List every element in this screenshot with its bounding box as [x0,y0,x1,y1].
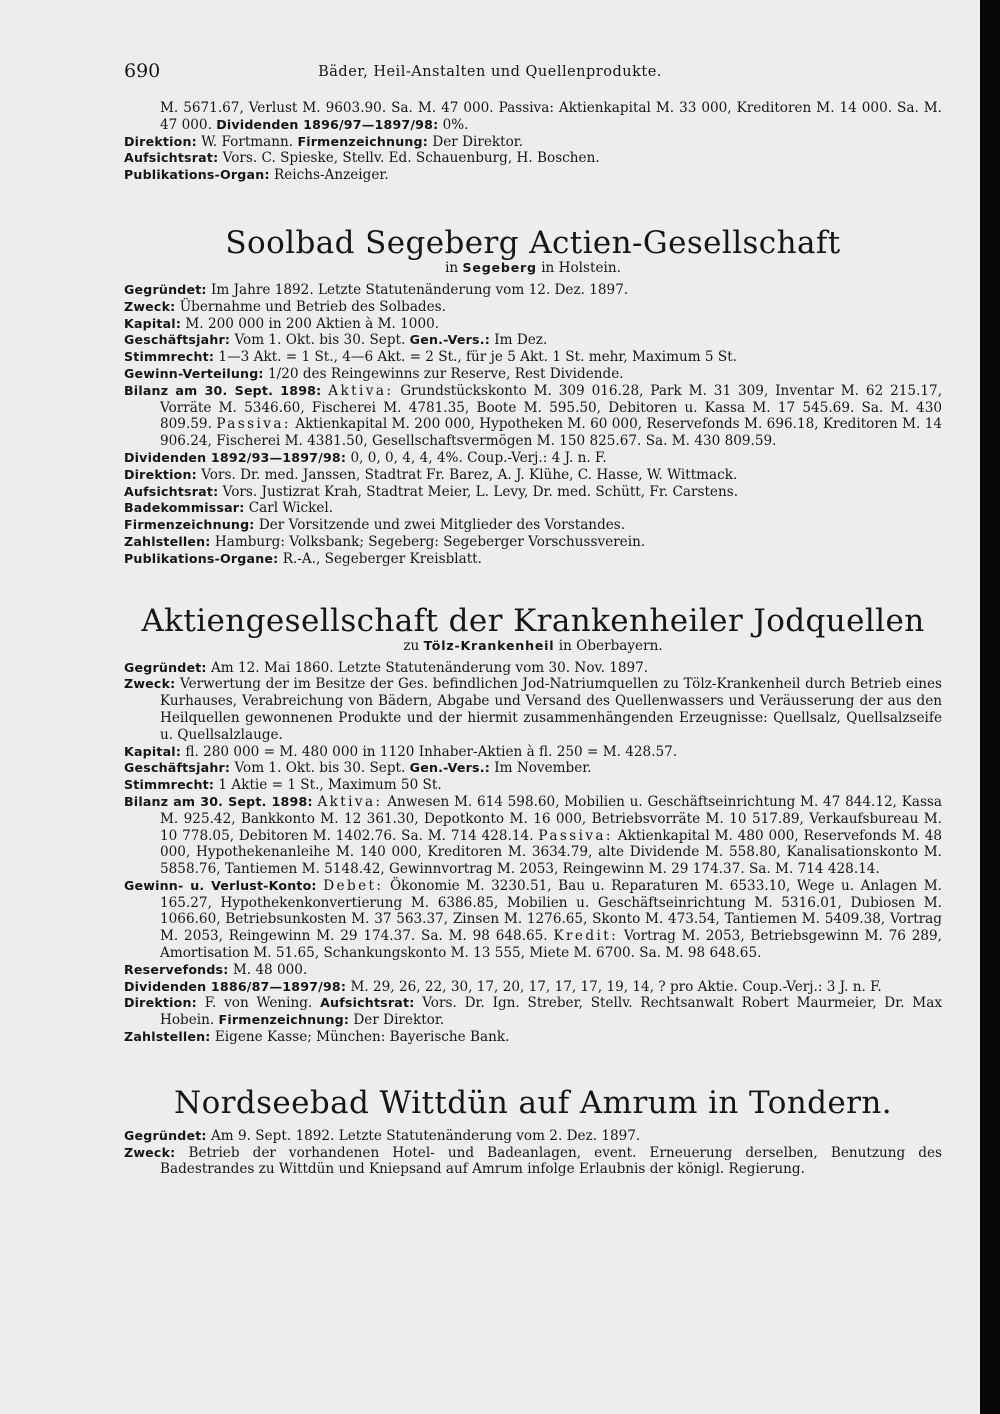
reservefonds-line [124,962,942,979]
aktiva-value: Grundstückskonto M. 309 016.28, Park M. 31 309, Inventar M. 62 215.17, Vorräte M. 5346.60, Fischerei M. 4781.35, Boote M. 595.50, Debitoren u. Kassa M. 17 545.69. Sa. M. 430 809.59. [160,382,943,433]
geschaeftsjahr-line [124,760,942,777]
previous-company-continuation [124,100,942,184]
bilanz-label: Bilanz am 30. Sept. 1898: [124,382,322,398]
zahlstellen-line [124,534,942,551]
passiva-value: Aktienkapital M. 200 000, Hypotheken M. 60 000, Reservefonds M. 696.18, Kreditoren M. 14 906.24, Fischerei M. 4381.50, Gesellschaftsvermögen M. 150 825.67. Sa. M. 430 809.59. [160,416,943,450]
aktiva-word: Aktiva: [328,382,394,399]
aktiva-value: Anwesen M. 614 598.60, Mobilien u. Geschäftseinrichtung M. 47 844.12, Kassa M. 925.42, Bankkonto M. 12 361.30, Depotkonto M. 16 000, Betriebsvorräte M. 10 517.89, Verkaufsbureau M. 10 778.05, Debitoren M. 1402.76. Sa. M. 714 428.14. [160,793,943,844]
zahlstellen-line [124,1029,942,1046]
bilanz-continuation-text: M. 5671.67, Verlust M. 9603.90. Sa. M. 47 000. Passiva: Aktienkapital M. 33 000, Kreditoren M. 14 000. Sa. M. 47 000. [160,100,942,133]
debet-value: Ökonomie M. 3230.51, Bau u. Reparaturen M. 6533.10, Wege u. Anlagen M. 165.27, Hypothekenkonvertierung M. 6386.85, Mobilien u. Geschäftseinrichtung M. 5316.01, Dubiosen M. 1066.60, Betriebsunkosten M. 37 563.37, Zinsen M. 1276.65, Skonto M. 473.54, Tantiemen M. 5409.38, Vortrag M. 2053, Reingewinn M. 29 174.37. Sa. M. 98 648.65. [160,877,942,945]
zweck-value: Betrieb der vorhandenen Hotel- und Badeanlagen, event. Erneuerung derselben, Benutzung des Badestrandes zu Wittdün und Kniepsand auf Amrum infolge Erlaubnis der königl. Regierung. [160,1144,942,1178]
bilanz-label: Bilanz am 30. Sept. 1898: [124,793,313,809]
kapital-value: M. 200 000 in 200 Aktien à M. 1000. [185,315,440,332]
aufsichtsrat-label: Aufsichtsrat: [124,483,219,499]
publikation-label: Publikations-Organ: [124,167,270,183]
genvers-label: Gen.-Vers.: [409,332,490,348]
zweck-value: Verwertung der im Besitze der Ges. befindlichen Jod-Natriumquellen zu Tölz-Krankenheil durch Betrieb eines Kurhauses, Verabreichung von Bädern, Abgabe und Versand des Quellenwassers und Veräusserung der aus den Heilquellen gewonnenen Produkte und der hiermit zusammenhängenden Erzeugnisse: Quellsalz, Quellsalzseife u. Quellsalzlauge. [160,676,942,743]
bilanz-line [124,383,942,450]
dividenden-label: Dividenden 1896/97—1897/98: [216,116,439,132]
direktion-label: Direktion: [124,995,197,1011]
page-header [0,60,980,90]
geschaeftsjahr-label: Geschäftsjahr: [124,332,231,348]
geschaeftsjahr-label: Geschäftsjahr: [124,760,231,776]
dividenden-value: 0%. [442,116,469,133]
debet-word: Debet: [323,877,384,894]
guv-label: Gewinn- u. Verlust-Konto: [124,877,317,893]
dividenden-line [124,979,942,996]
company-title: Nordseebad Wittdün auf Amrum in Tondern. [174,1084,892,1121]
stimmrecht-label: Stimmrecht: [124,349,215,365]
gegruendet-value: Im Jahre 1892. Letzte Statutenänderung vom 12. Dez. 1897. [210,281,629,298]
firmenzeichnung-value: Der Vorsitzende und zwei Mitglieder des Vorstandes. [258,517,626,534]
zahlstellen-label: Zahlstellen: [124,1029,211,1045]
kredit-value: Vortrag M. 2053, Betriebsgewinn M. 76 289, Amortisation M. 51.65, Schankungskonto M. 13 555, Miete M. 6700. Sa. M. 98 648.65. [160,928,942,962]
badekommissar-value: Carl Wickel. [248,500,334,517]
aufsichtsrat-line [124,484,942,501]
direktion-line [124,467,942,484]
company-segeberg [124,226,942,568]
firmenzeichnung-label: Firmenzeichnung: [297,133,428,149]
aufsichtsrat-value: Vors. Dr. Ign. Streber, Stellv. Rechtsanwalt Robert Maurmeier, Dr. Max Hobein. [160,995,943,1029]
stimmrecht-value: 1 Aktie = 1 St., Maximum 50 St. [218,777,442,794]
direktion-line [124,995,942,1029]
firmenzeichnung-label: Firmenzeichnung: [124,517,255,533]
company-title: Soolbad Segeberg Actien-Gesellschaft [225,224,841,261]
firmenzeichnung-line [124,517,942,534]
page-body [124,100,942,1178]
kapital-line [124,316,942,333]
zweck-label: Zweck: [124,298,176,314]
stimmrecht-value: 1—3 Akt. = 1 St., 4—6 Akt. = 2 St., für je 5 Akt. 1 St. mehr, Maximum 5 St. [218,349,738,366]
scan-edge [980,0,1000,1414]
company-title: Aktiengesellschaft der Krankenheiler Jodquellen [141,602,925,639]
location-place: Tölz-Krankenheil [423,637,555,653]
dividenden-label: Dividenden 1886/87—1897/98: [124,978,347,994]
aktiva-word: Aktiva: [317,793,383,810]
zahlstellen-value: Eigene Kasse; München: Bayerische Bank. [214,1029,510,1046]
company-krankenheil [124,604,942,1046]
zahlstellen-label: Zahlstellen: [124,533,211,549]
zweck-label: Zweck: [124,676,176,692]
gegruendet-label: Gegründet: [124,281,207,297]
reservefonds-label: Reservefonds: [124,961,229,977]
direktion-value: Vors. Dr. med. Janssen, Stadtrat Fr. Barez, A. J. Klühe, C. Hasse, W. Wittmack. [201,466,738,483]
running-head: Bäder, Heil-Anstalten und Quellenprodukte. [318,64,662,80]
passiva-word: Passiva: [538,827,613,844]
kapital-line [124,744,942,761]
genvers-value: Im November. [494,760,592,777]
aufsichtsrat-value: Vors. Justizrat Krah, Stadtrat Meier, L. Levy, Dr. med. Schütt, Fr. Carstens. [222,483,739,500]
geschaeftsjahr-value: Vom 1. Okt. bis 30. Sept. [234,760,406,777]
aufsichtsrat-value: Vors. C. Spieske, Stellv. Ed. Schauenburg, H. Boschen. [222,150,600,167]
direktion-line [124,134,942,151]
gegruendet-label: Gegründet: [124,659,207,675]
stimmrecht-line [124,777,942,794]
direktion-label: Direktion: [124,466,197,482]
direktion-label: Direktion: [124,133,197,149]
dividenden-value: M. 29, 26, 22, 30, 17, 20, 17, 17, 17, 19, 14, ? pro Aktie. Coup.-Verj.: 3 J. n. F. [350,978,882,995]
publikation-line [124,551,942,568]
gewinn-verteilung-line [124,366,942,383]
dividenden-label: Dividenden 1892/93—1897/98: [124,449,347,465]
company-wittduen [124,1086,942,1178]
zweck-value: Übernahme und Betrieb des Solbades. [179,298,446,315]
company-location [124,638,942,654]
zahlstellen-value: Hamburg: Volksbank; Segeberg: Segeberger Vorschussverein. [214,533,646,550]
company-location [124,260,942,276]
zweck-line [124,676,942,743]
genvers-label: Gen.-Vers.: [409,760,490,776]
kredit-word: Kredit: [553,928,619,945]
badekommissar-line [124,500,942,517]
direktion-value: F. von Wening. [204,995,313,1012]
gegruendet-line [124,660,942,677]
zweck-line [124,1145,942,1179]
gegruendet-line [124,282,942,299]
geschaeftsjahr-value: Vom 1. Okt. bis 30. Sept. [234,332,406,349]
location-prefix: zu [403,637,420,654]
firmenzeichnung-value: Der Direktor. [353,1012,445,1029]
badekommissar-label: Badekommissar: [124,500,245,516]
passiva-value: Aktienkapital M. 480 000, Reservefonds M. 48 000, Hypothekenanleihe M. 140 000, Kreditoren M. 3634.79, alte Dividende M. 558.80, Kanalisationskonto M. 5858.76, Tantiemen M. 5148.42, Gewinnvortrag M. 2053, Reingewinn M. 29 174.37. Sa. M. 714 428.14. [160,827,943,878]
guv-line [124,878,942,962]
bilanz-line [124,794,942,878]
publikation-line [124,167,942,184]
bilanz-continuation [124,100,942,134]
gewinn-verteilung-value: 1/20 des Reingewinns zur Reserve, Rest Dividende. [268,365,624,382]
location-suffix: in Holstein. [541,259,621,276]
publikation-value: R.-A., Segeberger Kreisblatt. [282,550,482,567]
firmenzeichnung-label: Firmenzeichnung: [218,1012,350,1028]
aufsichtsrat-label: Aufsichtsrat: [124,150,219,166]
kapital-label: Kapital: [124,743,182,759]
genvers-value: Im Dez. [494,332,548,349]
kapital-label: Kapital: [124,315,182,331]
firmenzeichnung-value: Der Direktor. [432,133,524,150]
dividenden-value: 0, 0, 0, 4, 4, 4%. Coup.-Verj.: 4 J. n. F. [350,449,607,466]
location-suffix: in Oberbayern. [558,637,663,654]
publikation-value: Reichs-Anzeiger. [273,167,389,184]
direktion-value: W. Fortmann. [201,133,294,150]
stimmrecht-label: Stimmrecht: [124,777,215,793]
aufsichtsrat-line [124,150,942,167]
aufsichtsrat-label: Aufsichtsrat: [320,995,415,1011]
gegruendet-value: Am 9. Sept. 1892. Letzte Statutenänderung vom 2. Dez. 1897. [210,1127,641,1144]
passiva-word: Passiva: [216,416,291,433]
zweck-label: Zweck: [124,1144,176,1160]
zweck-line [124,299,942,316]
location-prefix: in [445,259,459,276]
gegruendet-label: Gegründet: [124,1127,207,1143]
dividenden-line [124,450,942,467]
location-place: Segeberg [462,259,537,275]
page-number: 690 [124,60,161,82]
gegruendet-line [124,1128,942,1145]
geschaeftsjahr-line [124,332,942,349]
publikation-label: Publikations-Organe: [124,550,279,566]
reservefonds-value: M. 48 000. [232,961,308,978]
gewinn-verteilung-label: Gewinn-Verteilung: [124,365,264,381]
kapital-value: fl. 280 000 = M. 480 000 in 1120 Inhaber-Aktien à fl. 250 = M. 428.57. [185,743,678,760]
stimmrecht-line [124,349,942,366]
gegruendet-value: Am 12. Mai 1860. Letzte Statutenänderung vom 30. Nov. 1897. [210,659,649,676]
